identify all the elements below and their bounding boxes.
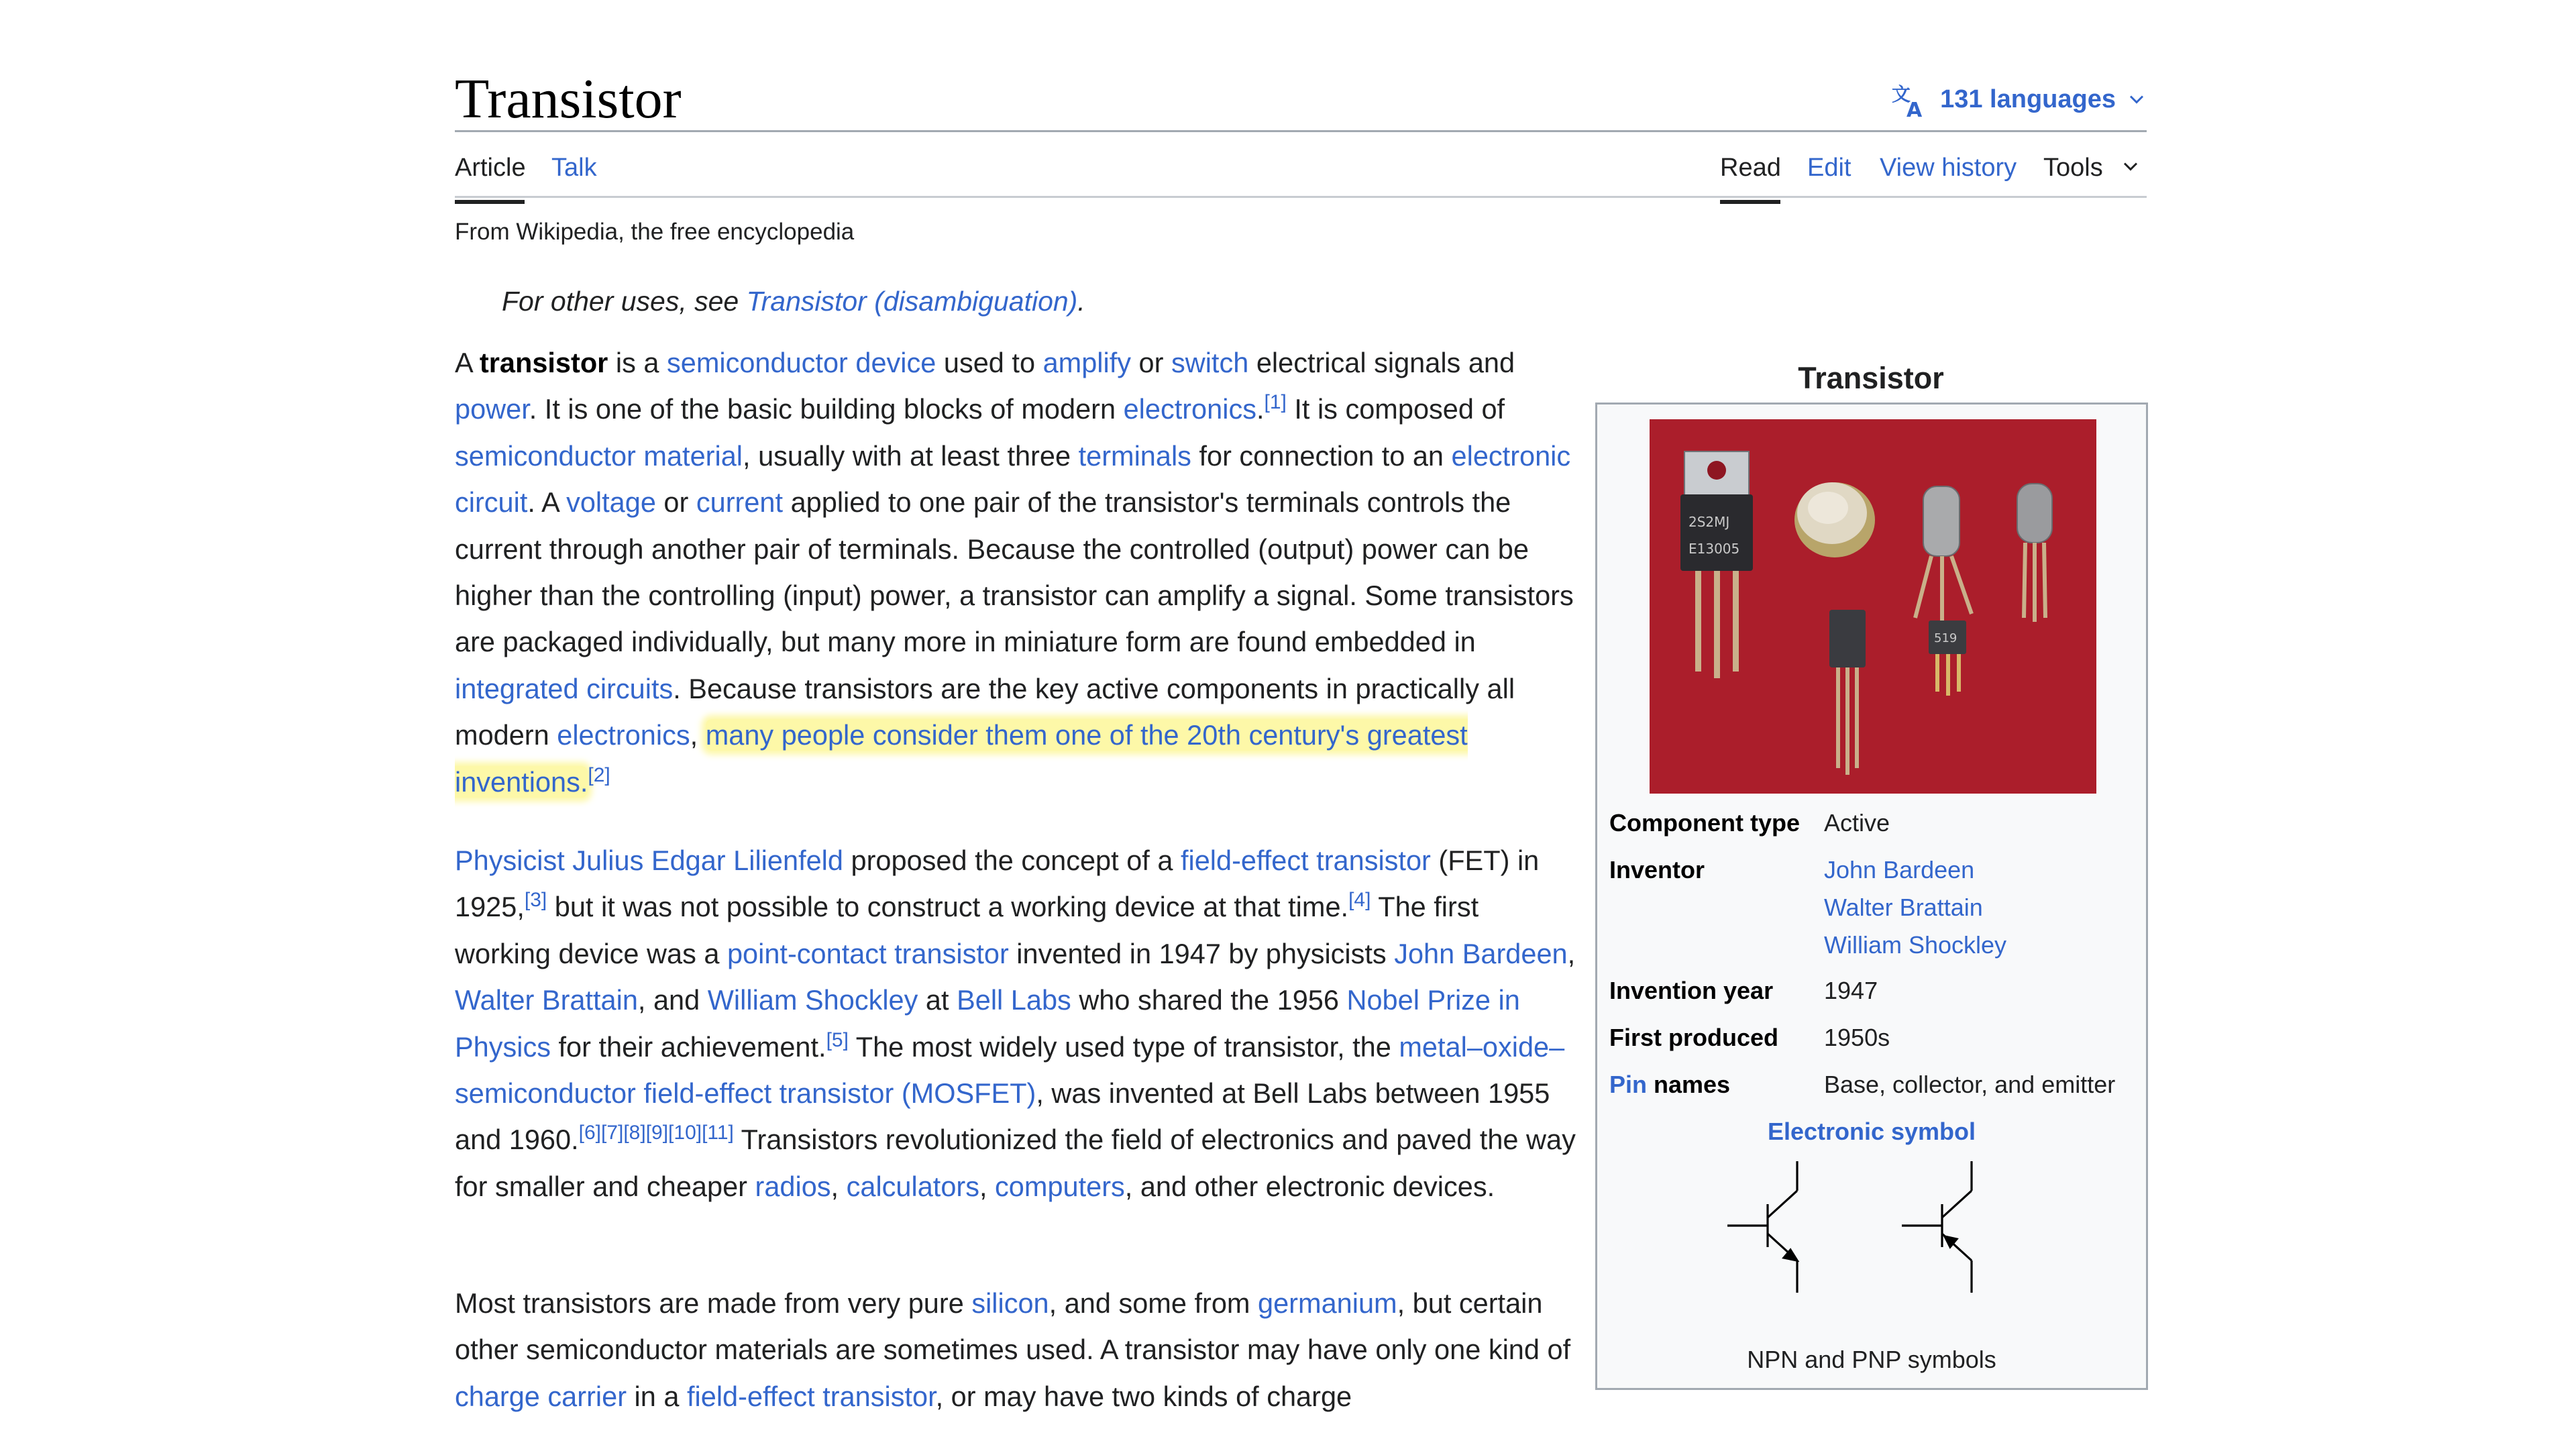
text: Transistors revolutionized the field of electronics and paved the way for smaller and cheaper [455, 1124, 1576, 1202]
link-power[interactable]: power [455, 393, 529, 425]
tabs-divider [455, 196, 2147, 198]
hatnote-suffix: . [1077, 286, 1085, 317]
text: , and [637, 984, 708, 1016]
hatnote [502, 284, 1085, 318]
link-voltage[interactable]: voltage [566, 486, 656, 519]
title-divider [455, 130, 2147, 132]
svg-text:A: A [1907, 99, 1923, 118]
text: or [1131, 347, 1171, 378]
transistor-marking: 2S2MJ [1688, 514, 1730, 530]
link-current[interactable]: current [696, 486, 784, 519]
languages-label: 131 languages [1940, 85, 2116, 113]
text: . It is one of the basic building blocks of modern [529, 393, 1124, 425]
transistor-marking: 519 [1934, 631, 1957, 645]
pin-names-value: Base, collector, and emitter [1824, 1071, 2116, 1098]
text: The most widely used type of transistor, the [848, 1030, 1399, 1063]
translate-icon [1892, 80, 1929, 118]
citation-link[interactable]: [3] [524, 889, 547, 912]
link-semiconductor-material[interactable]: semiconductor material [455, 439, 743, 472]
text: , was invented at Bell Labs between 1955 and 1960. [455, 1077, 1550, 1156]
link-electronics[interactable]: electronics [1123, 393, 1256, 425]
text: who shared the 1956 [1071, 984, 1347, 1016]
first-produced-value: 1950s [1824, 1024, 1890, 1051]
invention-year-value: 1947 [1824, 977, 1878, 1004]
pin-names-label [1609, 1066, 1824, 1104]
link-semiconductor-device[interactable]: semiconductor device [666, 347, 936, 378]
tab-talk[interactable]: Talk [551, 154, 597, 182]
link-walter-brattain[interactable]: Walter Brattain [455, 984, 638, 1016]
text: , and some from [1049, 1287, 1258, 1319]
text: electrical signals and [1248, 347, 1515, 378]
text: at [918, 984, 957, 1016]
text: It is composed of [1286, 393, 1505, 425]
transistor-photo[interactable] [1650, 419, 2096, 794]
electronic-symbol-link[interactable]: Electronic symbol [1767, 1118, 1976, 1145]
infobox-title: Transistor [1798, 361, 1944, 395]
text: , or may have two kinds of charge [935, 1380, 1352, 1412]
tools-label: Tools [2043, 154, 2103, 182]
tab-read[interactable]: Read [1720, 153, 1780, 204]
text: proposed the concept of a [843, 845, 1181, 876]
inventor-list [1824, 851, 2139, 964]
text: invented in 1947 by physicists [1008, 937, 1395, 969]
hatnote-text: For other uses, see [502, 286, 747, 317]
text: Most transistors are made from very pure [455, 1287, 972, 1319]
link-bell-labs[interactable]: Bell Labs [957, 984, 1071, 1016]
site-tagline: From Wikipedia, the free encyclopedia [455, 219, 855, 245]
inventor-label: Inventor [1609, 856, 1705, 883]
text: A [455, 347, 480, 378]
citation-link[interactable]: [4] [1348, 889, 1371, 912]
text: for their achievement. [550, 1030, 826, 1063]
link-charge-carrier[interactable]: charge carrier [455, 1380, 627, 1412]
link-electronic-circuit[interactable]: electronic circuit [455, 439, 1571, 519]
citation-link[interactable]: [1] [1264, 391, 1287, 414]
text: but it was not possible to construct a working device at that time. [547, 891, 1349, 923]
citation-link[interactable]: [2] [588, 763, 610, 786]
link-silicon[interactable]: silicon [971, 1287, 1049, 1319]
text: . Because transistors are the key active components in practically all modern [455, 672, 1515, 751]
bold-term: transistor [479, 347, 608, 378]
disambiguation-link[interactable]: Transistor (disambiguation) [746, 286, 1078, 317]
chevron-down-icon [2127, 89, 2147, 109]
link-point-contact-transistor[interactable]: point-contact transistor [727, 937, 1009, 969]
text: (FET) in 1925, [455, 845, 1540, 923]
chevron-down-icon [2121, 153, 2141, 180]
tools-menu[interactable] [2043, 153, 2141, 200]
link-amplify[interactable]: amplify [1042, 347, 1132, 378]
infobox [1595, 402, 2148, 1390]
tab-article[interactable]: Article [455, 153, 525, 204]
page-title: Transistor [455, 68, 682, 130]
inventor-link-shockley[interactable]: William Shockley [1824, 931, 2007, 959]
invention-year-label: Invention year [1609, 977, 1774, 1004]
text: , and other electronic devices. [1124, 1170, 1495, 1202]
link-electronics[interactable]: electronics [557, 719, 690, 751]
text: , [690, 719, 706, 751]
text: , but certain other semiconductor materials are sometimes used. A transistor may have only one kind of [455, 1287, 1571, 1366]
link-calculators[interactable]: calculators [846, 1170, 979, 1202]
text: or [655, 486, 696, 519]
citation-links[interactable]: [6][7][8][9][10][11] [578, 1122, 734, 1144]
link-integrated-circuits[interactable]: integrated circuits [455, 672, 674, 704]
text: , [979, 1170, 996, 1202]
lead-paragraph [455, 339, 1582, 805]
link-field-effect-transistor[interactable]: field-effect transistor [1180, 845, 1431, 876]
link-william-shockley[interactable]: William Shockley [707, 984, 918, 1016]
link-lilienfeld[interactable]: Physicist Julius Edgar Lilienfeld [455, 845, 843, 876]
npn-symbol-icon [1727, 1161, 1797, 1293]
link-john-bardeen[interactable]: John Bardeen [1394, 937, 1568, 969]
pin-names-label-text: names [1647, 1071, 1731, 1098]
language-selector[interactable] [1892, 79, 2147, 119]
history-paragraph [455, 837, 1582, 1210]
link-computers[interactable]: computers [995, 1170, 1125, 1202]
text: for connection to an [1191, 439, 1452, 472]
text: , usually with at least three [743, 439, 1079, 472]
link-field-effect-transistor[interactable]: field-effect transistor [687, 1380, 936, 1412]
text: used to [936, 347, 1043, 378]
text: applied to one pair of the transistor's terminals controls the current through another pair of terminals. Because the controlled (output) power can be higher than the controlling (input) power, a transistor can amplify a signal. Some transistors are packaged individually, but many more in miniature form are found embedded in [455, 486, 1574, 658]
svg-text:文: 文 [1892, 83, 1911, 105]
inventor-link-brattain[interactable]: Walter Brattain [1824, 894, 1983, 921]
pin-link[interactable]: Pin [1609, 1071, 1648, 1098]
link-switch[interactable]: switch [1171, 347, 1249, 378]
component-type-value: Active [1824, 809, 1890, 837]
inventor-link-bardeen[interactable]: John Bardeen [1824, 856, 1975, 883]
text: , [830, 1170, 847, 1202]
text: The first working device was a [455, 891, 1479, 969]
citation-link[interactable]: [5] [826, 1028, 849, 1051]
link-nobel-prize[interactable]: Nobel Prize in Physics [455, 984, 1520, 1063]
component-type-link[interactable]: Component type [1609, 809, 1800, 837]
symbols-caption: NPN and PNP symbols [1747, 1346, 1996, 1373]
text: in a [627, 1380, 687, 1412]
link-germanium[interactable]: germanium [1258, 1287, 1397, 1319]
text: . [1256, 393, 1265, 425]
npn-pnp-symbols-diagram[interactable] [1727, 1161, 2023, 1295]
transistor-marking: E13005 [1688, 541, 1740, 557]
text: . A [527, 486, 567, 519]
highlighted-link-greatest-inventions[interactable]: many people consider them one of the 20th century's greatest inventions. [455, 719, 1468, 798]
materials-paragraph [455, 1280, 1582, 1419]
pnp-symbol-icon [1902, 1161, 1972, 1293]
link-terminals[interactable]: terminals [1078, 439, 1191, 472]
link-mosfet[interactable]: metal–oxide–semiconductor field-effect transistor (MOSFET) [455, 1030, 1565, 1110]
tab-view-history[interactable]: View history [1880, 154, 2017, 182]
first-produced-label: First produced [1609, 1024, 1779, 1051]
text: , [1567, 937, 1576, 969]
link-radios[interactable]: radios [755, 1170, 831, 1202]
tab-edit[interactable]: Edit [1807, 154, 1851, 182]
text: is a [608, 347, 667, 378]
